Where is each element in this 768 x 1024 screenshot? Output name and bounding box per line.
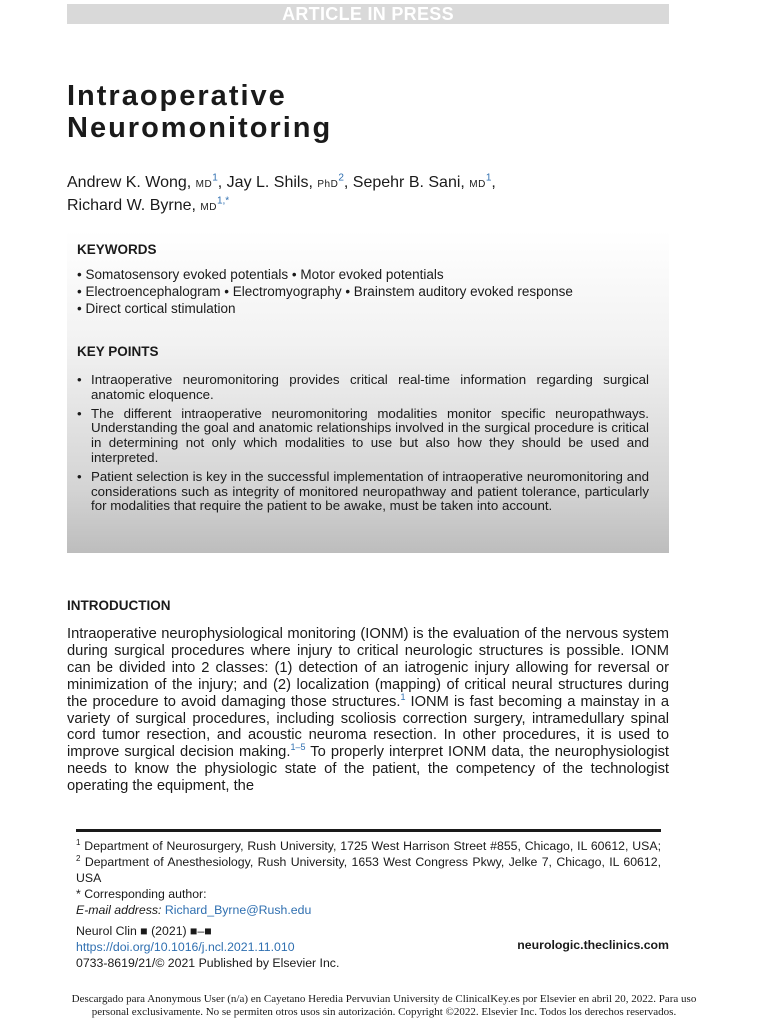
author-list: [67, 172, 669, 218]
affiliation-link[interactable]: 1: [485, 172, 492, 184]
affiliation-footnotes: [76, 838, 661, 918]
author-separator: ,: [491, 174, 496, 191]
affiliation-2: Department of Anesthesiology, Rush University, 1653 West Congress Pkwy, Jelke 7, Chicago, IL 60612, USA: [76, 855, 661, 885]
corresponding-author: * Corresponding author:: [76, 887, 207, 901]
author-name: Andrew K. Wong,: [67, 174, 196, 191]
introduction-paragraph: [67, 626, 669, 795]
affiliations: [76, 838, 661, 886]
affiliation-link[interactable]: 1,*: [216, 195, 230, 207]
citation-link[interactable]: 1: [400, 691, 406, 702]
issn-copyright: 0733-8619/21/© 2021 Published by Elsevier Inc.: [76, 956, 340, 970]
affiliation-mark: 1: [76, 837, 81, 847]
intro-text-part: IONM is fast becoming a mainstay in a variety of surgical procedures, including scoliosis correction surgery, intramedullary spinal cord tumor resection, and acoustic neuroma resection. In other procedures, it is used to improve surgical decision making.: [67, 693, 669, 761]
keyword-line: • Somatosensory evoked potentials • Motor evoked potentials: [77, 267, 444, 282]
key-point-item: • The different intraoperative neuromonitoring modalities monitor specific neuropathways. Understanding the goal and anatomic relationships involved in the surgical procedure is critical in determining not only which modalities to use but also how they should be used and interpreted.: [77, 407, 649, 466]
affiliation-link[interactable]: 2: [338, 172, 344, 184]
keywords-heading: KEYWORDS: [77, 242, 157, 257]
author-degree: PhD: [317, 179, 339, 190]
download-notice-line-2: personal exclusivamente. No se permiten otros usos sin autorización. Copyright ©2022. Elsevier Inc. Todos los derechos reservados.: [91, 1006, 677, 1018]
email-link[interactable]: Richard_Byrne@Rush.edu: [164, 903, 312, 917]
intro-text-part: To properly interpret IONM data, the neurophysiologist needs to know the physiologic state of the patient, the competency of the technologist operating the equipment, the: [67, 744, 670, 795]
download-notice: [0, 993, 768, 1019]
citation-link[interactable]: 1–5: [290, 742, 306, 753]
author-name: Sepehr B. Sani,: [352, 174, 470, 191]
keywords-keypoints-box: [67, 230, 669, 553]
author-name: Jay L. Shils,: [226, 174, 318, 191]
author-degree: MD: [195, 179, 213, 190]
author-separator: ,: [343, 174, 353, 191]
intro-text-part: Intraoperative neurophysiological monitoring (IONM) is the evaluation of the nervous system during surgical procedures where injury to critical neurologic structures is possible. IONM can be divided into 2 classes: (1) detection of an iatrogenic injury allowing for reversal or minimization of the injury; and (2) localization (mapping) of critical neural structures during the procedure to avoid damaging those structures.: [67, 626, 669, 710]
article-in-press-banner: ARTICLE IN PRESS: [67, 4, 669, 24]
keywords-list: [77, 266, 662, 317]
title-line-2: Neuromonitoring: [67, 112, 333, 144]
affiliation-1: Department of Neurosurgery, Rush University, 1725 West Harrison Street #855, Chicago, IL 60612, USA;: [80, 839, 661, 853]
author-separator: ,: [217, 174, 227, 191]
journal-info: [76, 923, 339, 971]
article-title: [67, 80, 669, 144]
author-name: Richard W. Byrne,: [67, 197, 201, 214]
author-degree: MD: [469, 179, 486, 190]
keyword-line: • Electroencephalogram • Electromyography • Brainstem auditory evoked response: [77, 284, 573, 299]
footnote-divider: [76, 829, 661, 832]
email-label: E-mail address:: [76, 903, 162, 917]
journal-website: neurologic.theclinics.com: [517, 938, 669, 952]
key-points-heading: KEY POINTS: [77, 344, 159, 359]
affiliation-link[interactable]: 1: [212, 172, 218, 184]
keyword-line: • Direct cortical stimulation: [77, 301, 236, 316]
download-notice-line-1: Descargado para Anonymous User (n/a) en Cayetano Heredia Pervuvian University de ClinicalKey.es por Elsevier en abril 20, 2022. Para uso: [71, 993, 697, 1005]
key-point-item: • Patient selection is key in the successful implementation of intraoperative neuromonitoring and considerations such as integrity of monitored neuropathway and patient tolerance, particularly for modalities that require the patient to be awake, must be taken into account.: [77, 470, 649, 514]
introduction-heading: INTRODUCTION: [67, 598, 171, 613]
affiliation-mark: 2: [76, 853, 81, 863]
doi-link[interactable]: https://doi.org/10.1016/j.ncl.2021.11.010: [76, 940, 295, 954]
key-points-list: [77, 373, 649, 518]
email-line: [76, 902, 661, 918]
title-line-1: Intraoperative: [67, 80, 287, 112]
author-degree: MD: [200, 202, 217, 213]
journal-citation: Neurol Clin ■ (2021) ■–■: [76, 924, 212, 938]
key-point-item: • Intraoperative neuromonitoring provides critical real-time information regarding surgical anatomic eloquence.: [77, 373, 649, 403]
